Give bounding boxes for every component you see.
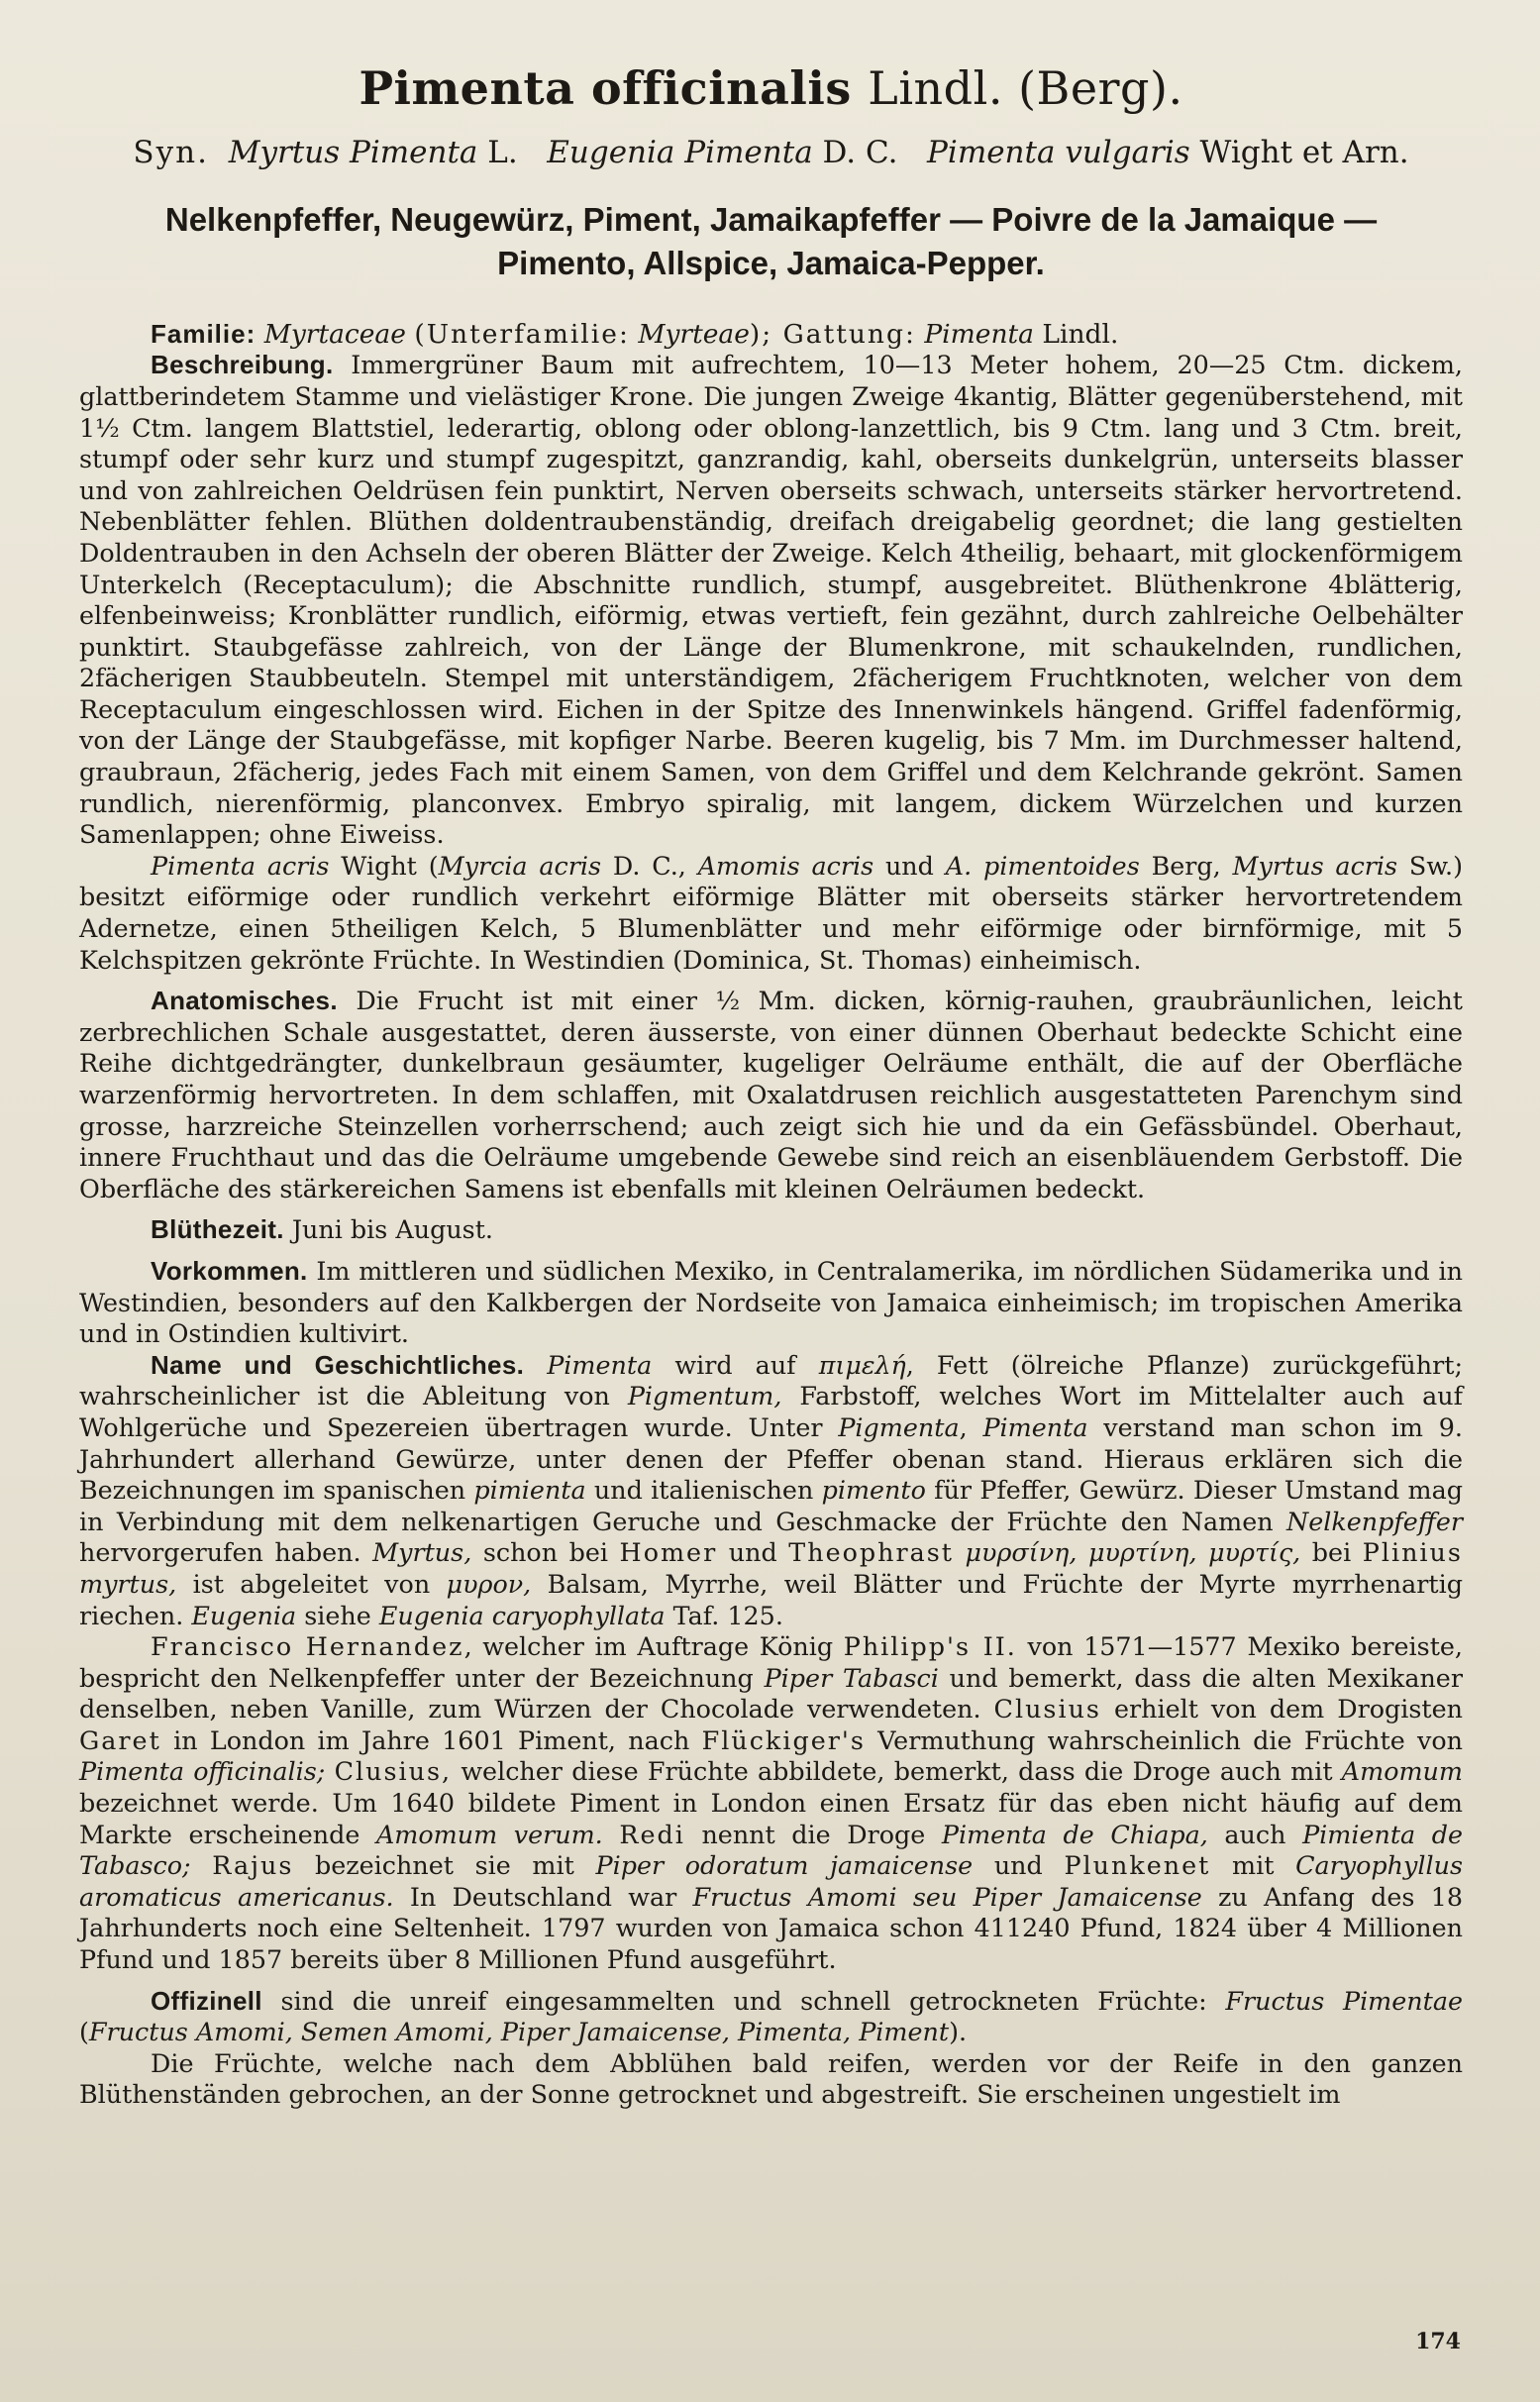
page-title <box>79 61 1463 115</box>
section-offizinell: Offizinell sind die unreif eingesammelten und schnell getrockneten Früchte: Fructus Pimentae (Fructus Amomi, Semen Amomi, Piper Jamaicense, Pimenta, Piment). <box>79 1985 1464 2047</box>
heading-offizinell: Offizinell <box>151 1985 262 2016</box>
paragraph-hernandez: Francisco Hernandez, welcher im Auftrage König Philipp's II. von 1571—1577 Mexiko bereiste, bespricht den Nelkenpfeffer unter der Bezeichnung Piper Tabasci und bemerkt, dass die alten Mexikaner denselben, neben Vanille, zum Würzen der Chocolade verwendeten. Clusius erhielt von dem Drogisten Garet in London im Jahre 1601 Piment, nach Flückiger's Vermuthung wahrscheinlich die Früchte von Pimenta officinalis; Clusius, welcher diese Früchte abbildete, bemerkt, dass die Droge auch mit Amomum bezeichnet werde. Um 1640 bildete Piment in London einen Ersatz für das eben nicht häufig auf dem Markte erscheinende Amomum verum. Redi nennt die Droge Pimenta de Chiapa, auch Pimienta de Tabasco; Rajus bezeichnet sie mit Piper odoratum jamaicense und Plunkenet mit Caryophyllus aromaticus americanus. In Deutschland war Fructus Amomi seu Piper Jamaicense zu Anfang des 18 Jahrhunderts noch eine Seltenheit. 1797 wurden von Jamaica schon 411240 Pfund, 1824 über 4 Millionen Pfund und 1857 bereits über 8 Millionen Pfund ausgeführt. <box>79 1631 1464 1975</box>
synonym-3: Pimenta vulgaris <box>927 135 1190 170</box>
section-anatomisches: Anatomisches. Die Frucht ist mit einer ½ Mm. dicken, körnig-rauhen, graubräunlichen, leicht zerbrechlichen Schale ausgestattet, deren äusserste, von einer dünnen Oberhaut bedeckte Schicht eine Reihe dichtgedrängter, dunkelbraun gesäumter, kugeliger Oelräume enthält, die auf der Oberfläche warzenförmig hervortreten. In dem schlaffen, mit Oxalatdrusen reichlich ausgestatteten Parenchym sind grosse, harzreiche Steinzellen vorherrschend; auch zeigt sich hie und da ein Gefässbündel. Oberhaut, innere Fruchthaut und das die Oelräume umgebende Gewebe sind reich an eisenbläuendem Gerbstoff. Die Oberfläche des stärkereichen Samens ist ebenfalls mit kleinen Oelräumen bedeckt. <box>79 986 1464 1203</box>
synonyms-line: Syn. Myrtus Pimenta L. Eugenia Pimenta D. C. Pimenta vulgaris Wight et Arn. <box>133 135 1409 170</box>
common-names: Nelkenpfeffer, Neugewürz, Piment, Jamaikapfeffer — Poivre de la Jamaique — Pimento, Allspice, Jamaica-Pepper. <box>164 201 1378 281</box>
heading-bluethezeit: Blüthezeit. <box>151 1214 284 1245</box>
paragraph-pimenta-acris: Pimenta acris Wight (Myrcia acris D. C., Amomis acris und A. pimentoides Berg, Myrtus acris Sw.) besitzt eiförmige oder rundlich verkehrt eiförmige Blätter mit oberseits stärker hervortretendem Adernetze, einen 5theiligen Kelch, 5 Blumenblätter und mehr eiförmige oder birnförmige, mit 5 Kelchspitzen gekrönte Früchte. In Westindien (Dominica, St. Thomas) einheimisch. <box>79 850 1464 975</box>
heading-vorkommen: Vorkommen. <box>151 1255 308 1286</box>
family-line: Familie: Myrtaceae (Unterfamilie: Myrteae); Gattung: Pimenta Lindl. <box>151 318 1119 350</box>
section-bluethezeit: Blüthezeit. Juni bis August. <box>151 1214 493 1245</box>
body-text <box>79 319 1463 2111</box>
paragraph-fruechte: Die Früchte, welche nach dem Abblühen bald reifen, werden vor der Reife in den ganzen Blüthenständen gebrochen, an der Sonne getrocknet und abgestreift. Sie erscheinen ungestielt im <box>79 2047 1463 2110</box>
heading-anatomisches: Anatomisches. <box>151 986 338 1016</box>
heading-geschichtliches: Name und Geschichtliches. <box>151 1349 525 1380</box>
synonym-2: Eugenia Pimenta <box>547 135 813 170</box>
page-number: 174 <box>1415 2329 1461 2354</box>
section-vorkommen: Vorkommen. Im mittleren und südlichen Mexiko, in Centralamerika, im nördlichen Südamerika und in Westindien, besonders auf den Kalkbergen der Nordseite von Jamaica einheimisch; im tropischen Amerika und in Ostindien kultivirt. <box>79 1255 1463 1349</box>
section-beschreibung: Beschreibung. Immergrüner Baum mit aufrechtem, 10—13 Meter hohem, 20—25 Ctm. dickem, glattberindetem Stamme und vielästiger Krone. Die jungen Zweige 4kantig, Blätter gegenüberstehend, mit 1½ Ctm. langem Blattstiel, lederartig, oblong oder oblong-lanzettlich, bis 9 Ctm. lang und 3 Ctm. breit, stumpf oder sehr kurz und stumpf zugespitzt, ganzrandig, kahl, oberseits dunkelgrün, unterseits blasser und von zahlreichen Oeldrüsen fein punktirt, Nerven oberseits schwach, unterseits stärker hervortretend. Nebenblätter fehlen. Blüthen doldentraubenständig, dreifach dreigabelig geordnet; die lang gestielten Doldentrauben in den Achseln der oberen Blätter der Zweige. Kelch 4theilig, behaart, mit glockenförmigem Unterkelch (Receptaculum); die Abschnitte rundlich, stumpf, ausgebreitet. Blüthenkrone 4blätterig, elfenbeinweiss; Kronblätter rundlich, eiförmig, etwas vertieft, fein gezähnt, durch zahlreiche Oelbehälter punktirt. Staubgefässe zahlreich, von der Länge der Blumenkrone, mit schaukelnden, rundlichen, 2fächerigen Staubbeuteln. Stempel mit unterständigem, 2fächerigem Fruchtknoten, welcher von dem Receptaculum eingeschlossen wird. Eichen in der Spitze des Innenwinkels hängend. Griffel fadenförmig, von der Länge der Staubgefässe, mit kopfiger Narbe. Beeren kugelig, bis 7 Mm. im Durchmesser haltend, graubraun, 2fächerig, jedes Fach mit einem Samen, von dem Griffel und dem Kelchrande gekrönt. Samen rundlich, nierenförmig, planconvex. Embryo spiralig, mit langem, dickem Würzelchen und kurzen Samenlappen; ohne Eiweiss. <box>79 350 1463 850</box>
synonym-1: Myrtus Pimenta <box>228 135 478 170</box>
heading-beschreibung: Beschreibung. <box>151 350 334 380</box>
title-author: Lindl. (Berg). <box>868 61 1183 115</box>
section-geschichtliches: Name und Geschichtliches. Pimenta wird auf πιμελή, Fett (ölreiche Pflanze) zurückgeführt; wahrscheinlicher ist die Ableitung von Pigmentum, Farbstoff, welches Wort im Mittelalter auch auf Wohlgerüche und Spezereien übertragen wurde. Unter Pigmenta, Pimenta verstand man schon im 9. Jahrhundert allerhand Gewürze, unter denen der Pfeffer obenan stand. Hieraus erklären sich die Bezeichnungen im spanischen pimienta und italienischen pimento für Pfeffer, Gewürz. Dieser Umstand mag in Verbindung mit dem nelkenartigen Geruche und Geschmacke der Früchte den Namen Nelkenpfeffer hervorgerufen haben. Myrtus, schon bei Homer und Theophrast μυρσίνη, μυρτίνη, μυρτίς, bei Plinius myrtus, ist abgeleitet von μυρον, Balsam, Myrrhe, weil Blätter und Früchte der Myrte myrrhenartig riechen. Eugenia siehe Eugenia caryophyllata Taf. 125. <box>79 1349 1464 1630</box>
title-species: Pimenta officinalis <box>359 61 852 115</box>
